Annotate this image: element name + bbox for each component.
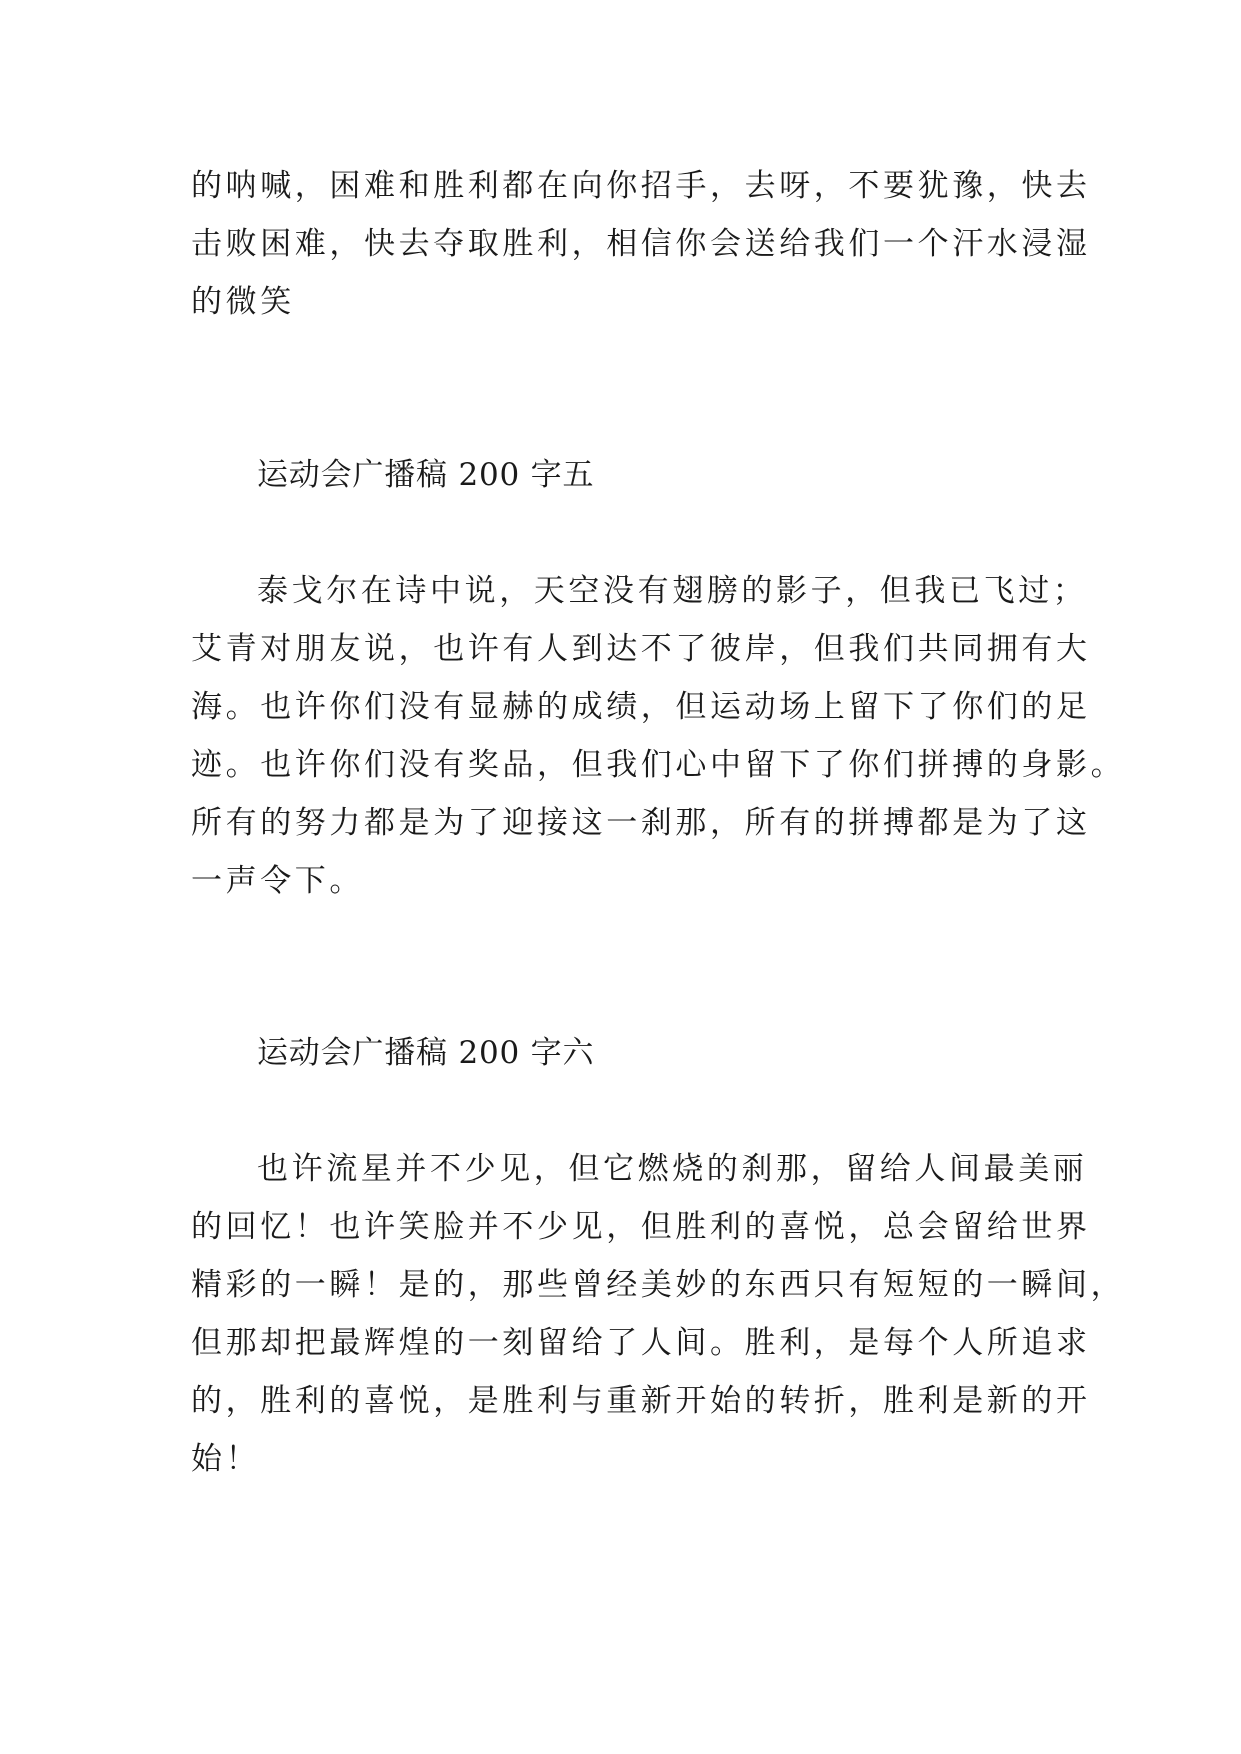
paragraph-line: 泰戈尔在诗中说，天空没有翅膀的影子，但我已飞过； — [257, 573, 1088, 609]
paragraph-line: 海。也许你们没有显赫的成绩，但运动场上留下了你们的足 — [191, 689, 1091, 725]
paragraph-line: 的回忆！也许笑脸并不少见，但胜利的喜悦，总会留给世界 — [191, 1209, 1091, 1245]
paragraph-line: 艾青对朋友说，也许有人到达不了彼岸，但我们共同拥有大 — [191, 631, 1091, 667]
paragraph-line: 击败困难，快去夺取胜利，相信你会送给我们一个汗水浸湿 — [191, 226, 1091, 262]
paragraph-line: 的微笑 — [191, 284, 295, 320]
paragraph-line: 迹。也许你们没有奖品，但我们心中留下了你们拼搏的身影。 — [191, 747, 1126, 783]
section-heading: 运动会广播稿 200 字六 — [257, 1035, 595, 1071]
paragraph-line: 所有的努力都是为了迎接这一刹那，所有的拼搏都是为了这 — [191, 805, 1091, 841]
paragraph-line: 也许流星并不少见，但它燃烧的刹那，留给人间最美丽 — [257, 1151, 1088, 1187]
paragraph-line: 但那却把最辉煌的一刻留给了人间。胜利，是每个人所追求 — [191, 1325, 1091, 1361]
paragraph-line: 一声令下。 — [191, 863, 364, 899]
paragraph-line: 的，胜利的喜悦，是胜利与重新开始的转折，胜利是新的开 — [191, 1383, 1091, 1419]
paragraph-line: 始！ — [191, 1441, 261, 1477]
paragraph-line: 精彩的一瞬！是的，那些曾经美妙的东西只有短短的一瞬间， — [191, 1267, 1126, 1303]
paragraph-line: 的呐喊，困难和胜利都在向你招手，去呀，不要犹豫，快去 — [191, 168, 1091, 204]
section-heading: 运动会广播稿 200 字五 — [257, 457, 595, 493]
